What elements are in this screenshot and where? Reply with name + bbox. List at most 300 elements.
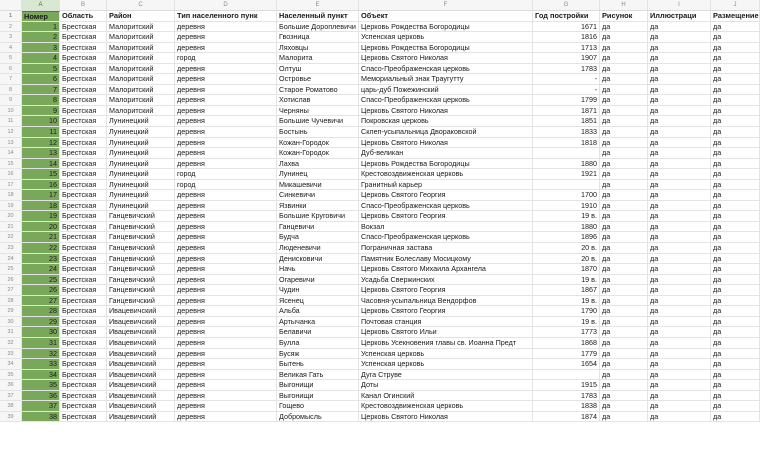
table-cell[interactable]: деревня: [175, 32, 277, 43]
row-number[interactable]: 27: [0, 285, 22, 296]
table-cell[interactable]: да: [711, 32, 760, 43]
table-cell[interactable]: да: [648, 127, 711, 138]
table-cell[interactable]: да: [600, 95, 648, 106]
table-cell[interactable]: да: [600, 380, 648, 391]
row-number[interactable]: 28: [0, 296, 22, 307]
table-cell[interactable]: Брестская: [60, 148, 107, 159]
table-cell[interactable]: Ивацевичский: [107, 359, 175, 370]
table-cell[interactable]: 22: [22, 243, 60, 254]
table-cell[interactable]: Церковь Святого Георгия: [359, 190, 533, 201]
table-cell[interactable]: Брестская: [60, 53, 107, 64]
table-cell[interactable]: Усадьба Свержинских: [359, 275, 533, 286]
table-cell[interactable]: Доты: [359, 380, 533, 391]
select-all-corner[interactable]: [0, 0, 22, 10]
table-cell[interactable]: Вокзал: [359, 222, 533, 233]
table-cell[interactable]: да: [711, 159, 760, 170]
table-cell[interactable]: да: [711, 327, 760, 338]
row-number[interactable]: 26: [0, 275, 22, 286]
table-cell[interactable]: да: [600, 370, 648, 381]
table-cell[interactable]: Гранитный карьер: [359, 180, 533, 191]
table-cell[interactable]: да: [648, 264, 711, 275]
table-cell[interactable]: да: [711, 180, 760, 191]
table-cell[interactable]: Церковь Святого Георгия: [359, 285, 533, 296]
table-cell[interactable]: 18: [22, 201, 60, 212]
table-cell[interactable]: деревня: [175, 243, 277, 254]
table-cell[interactable]: да: [600, 138, 648, 149]
table-cell[interactable]: 6: [22, 74, 60, 85]
table-cell[interactable]: да: [711, 53, 760, 64]
table-cell[interactable]: Брестская: [60, 106, 107, 117]
table-cell[interactable]: Большие Дороплевичи: [277, 22, 359, 33]
table-cell[interactable]: да: [648, 412, 711, 423]
table-cell[interactable]: Ивацевичский: [107, 391, 175, 402]
table-cell[interactable]: Ганцевичский: [107, 254, 175, 265]
table-cell[interactable]: 1867: [533, 285, 600, 296]
table-cell[interactable]: деревня: [175, 327, 277, 338]
table-cell[interactable]: Брестская: [60, 22, 107, 33]
table-cell[interactable]: Малоритский: [107, 74, 175, 85]
table-cell[interactable]: 1799: [533, 95, 600, 106]
table-cell[interactable]: да: [711, 359, 760, 370]
table-cell[interactable]: Люденевичи: [277, 243, 359, 254]
table-cell[interactable]: Ивацевичский: [107, 306, 175, 317]
table-cell[interactable]: деревня: [175, 159, 277, 170]
table-cell[interactable]: Кожан-Городок: [277, 138, 359, 149]
table-cell[interactable]: Крестовоздвиженская церковь: [359, 401, 533, 412]
row-number[interactable]: 16: [0, 169, 22, 180]
table-cell[interactable]: Спасо-Преображенская церковь: [359, 64, 533, 75]
table-cell[interactable]: Лахва: [277, 159, 359, 170]
table-cell[interactable]: [533, 180, 600, 191]
table-cell[interactable]: 35: [22, 380, 60, 391]
table-cell[interactable]: деревня: [175, 254, 277, 265]
table-cell[interactable]: Церковь Святого Михаила Архангела: [359, 264, 533, 275]
table-cell[interactable]: да: [711, 74, 760, 85]
table-cell[interactable]: Брестская: [60, 412, 107, 423]
table-cell[interactable]: деревня: [175, 317, 277, 328]
table-cell[interactable]: 1783: [533, 391, 600, 402]
table-cell[interactable]: Почтовая станция: [359, 317, 533, 328]
table-cell[interactable]: Старое Роматово: [277, 85, 359, 96]
table-cell[interactable]: 28: [22, 306, 60, 317]
table-cell[interactable]: Брестская: [60, 95, 107, 106]
table-cell[interactable]: деревня: [175, 201, 277, 212]
table-cell[interactable]: да: [711, 264, 760, 275]
table-cell[interactable]: Ивацевичский: [107, 370, 175, 381]
table-cell[interactable]: Выгонищи: [277, 380, 359, 391]
table-cell[interactable]: Малоритский: [107, 22, 175, 33]
table-cell[interactable]: Церковь Усекновения главы св. Иоанна Предт: [359, 338, 533, 349]
table-cell[interactable]: да: [711, 380, 760, 391]
table-cell[interactable]: да: [711, 232, 760, 243]
row-number[interactable]: 12: [0, 127, 22, 138]
table-cell[interactable]: Добромысль: [277, 412, 359, 423]
row-number[interactable]: 18: [0, 190, 22, 201]
table-cell[interactable]: деревня: [175, 127, 277, 138]
table-cell[interactable]: Лунинецкий: [107, 201, 175, 212]
table-cell[interactable]: да: [600, 43, 648, 54]
table-cell[interactable]: Будча: [277, 232, 359, 243]
table-cell[interactable]: да: [648, 22, 711, 33]
table-cell[interactable]: 1671: [533, 22, 600, 33]
table-cell[interactable]: 1818: [533, 138, 600, 149]
row-number[interactable]: 20: [0, 211, 22, 222]
row-number[interactable]: 7: [0, 74, 22, 85]
table-cell[interactable]: деревня: [175, 74, 277, 85]
table-cell[interactable]: Успенская церковь: [359, 32, 533, 43]
column-header-c[interactable]: C: [107, 0, 175, 10]
table-cell[interactable]: Лунинецкий: [107, 159, 175, 170]
table-cell[interactable]: Брестская: [60, 327, 107, 338]
table-cell[interactable]: деревня: [175, 370, 277, 381]
table-cell[interactable]: деревня: [175, 391, 277, 402]
table-cell[interactable]: Ганцевичский: [107, 243, 175, 254]
table-cell[interactable]: Брестская: [60, 254, 107, 265]
table-cell[interactable]: Брестская: [60, 401, 107, 412]
table-cell[interactable]: да: [600, 74, 648, 85]
table-cell[interactable]: да: [600, 275, 648, 286]
table-cell[interactable]: деревня: [175, 296, 277, 307]
table-cell[interactable]: Ганцевичский: [107, 296, 175, 307]
row-number[interactable]: 13: [0, 138, 22, 149]
table-cell[interactable]: да: [648, 285, 711, 296]
table-cell[interactable]: Малоритский: [107, 32, 175, 43]
table-cell[interactable]: да: [648, 317, 711, 328]
table-cell[interactable]: Брестская: [60, 359, 107, 370]
table-cell[interactable]: 19 в.: [533, 211, 600, 222]
table-cell[interactable]: Брестская: [60, 296, 107, 307]
table-cell[interactable]: Брестская: [60, 306, 107, 317]
column-header-g[interactable]: G: [533, 0, 600, 10]
table-cell[interactable]: да: [711, 64, 760, 75]
table-cell[interactable]: Успенская церковь: [359, 349, 533, 360]
table-cell[interactable]: Брестская: [60, 349, 107, 360]
table-cell[interactable]: Ивацевичский: [107, 380, 175, 391]
table-cell[interactable]: да: [600, 148, 648, 159]
header-cell[interactable]: Тип населенного пунк: [175, 11, 277, 22]
table-cell[interactable]: да: [711, 391, 760, 402]
table-cell[interactable]: -: [533, 85, 600, 96]
table-cell[interactable]: да: [600, 22, 648, 33]
table-cell[interactable]: деревня: [175, 401, 277, 412]
table-cell[interactable]: Лунинецкий: [107, 148, 175, 159]
table-cell[interactable]: деревня: [175, 380, 277, 391]
table-cell[interactable]: -: [533, 74, 600, 85]
row-number[interactable]: 6: [0, 64, 22, 75]
table-cell[interactable]: да: [648, 232, 711, 243]
table-cell[interactable]: да: [711, 211, 760, 222]
table-cell[interactable]: да: [600, 159, 648, 170]
table-cell[interactable]: 1790: [533, 306, 600, 317]
table-cell[interactable]: Брестская: [60, 138, 107, 149]
table-cell[interactable]: Брестская: [60, 74, 107, 85]
table-cell[interactable]: да: [648, 211, 711, 222]
table-cell[interactable]: да: [648, 138, 711, 149]
table-cell[interactable]: Ясенец: [277, 296, 359, 307]
table-cell[interactable]: Хотислав: [277, 95, 359, 106]
table-cell[interactable]: Малоритский: [107, 95, 175, 106]
table-cell[interactable]: 1907: [533, 53, 600, 64]
header-cell[interactable]: Размещение: [713, 11, 759, 20]
table-cell[interactable]: Гощево: [277, 401, 359, 412]
header-cell[interactable]: Год постройки: [533, 11, 600, 22]
table-cell[interactable]: [533, 370, 600, 381]
table-cell[interactable]: деревня: [175, 222, 277, 233]
table-cell[interactable]: 1880: [533, 159, 600, 170]
table-cell[interactable]: Брестская: [60, 232, 107, 243]
table-cell[interactable]: 31: [22, 338, 60, 349]
table-cell[interactable]: Успенская церковь: [359, 359, 533, 370]
table-cell[interactable]: да: [648, 401, 711, 412]
table-cell[interactable]: Лунинецкий: [107, 190, 175, 201]
table-cell[interactable]: да: [600, 391, 648, 402]
table-cell[interactable]: город: [175, 53, 277, 64]
row-number[interactable]: 1: [0, 11, 22, 22]
row-number[interactable]: 39: [0, 412, 22, 423]
table-cell[interactable]: Денисковичи: [277, 254, 359, 265]
table-cell[interactable]: деревня: [175, 359, 277, 370]
table-cell[interactable]: Покровская церковь: [359, 116, 533, 127]
table-cell[interactable]: да: [711, 148, 760, 159]
table-cell[interactable]: деревня: [175, 116, 277, 127]
table-cell[interactable]: да: [711, 306, 760, 317]
header-cell[interactable]: Область: [60, 11, 107, 22]
table-cell[interactable]: Ляховцы: [277, 43, 359, 54]
table-cell[interactable]: да: [648, 169, 711, 180]
table-cell[interactable]: Брестская: [60, 285, 107, 296]
table-cell[interactable]: Церковь Рождества Богородицы: [359, 22, 533, 33]
table-cell[interactable]: да: [711, 106, 760, 117]
table-cell[interactable]: да: [648, 32, 711, 43]
column-header-j[interactable]: J: [711, 0, 760, 10]
table-cell[interactable]: Церковь Святого Николая: [359, 138, 533, 149]
table-cell[interactable]: 1874: [533, 412, 600, 423]
row-number[interactable]: 33: [0, 349, 22, 360]
table-cell[interactable]: да: [648, 370, 711, 381]
table-cell[interactable]: деревня: [175, 148, 277, 159]
table-cell[interactable]: Крестовоздвиженская церковь: [359, 169, 533, 180]
table-cell[interactable]: Брестская: [60, 85, 107, 96]
table-cell[interactable]: да: [711, 138, 760, 149]
table-cell[interactable]: Брестская: [60, 116, 107, 127]
table-cell[interactable]: деревня: [175, 264, 277, 275]
table-cell[interactable]: Лунинецкий: [107, 180, 175, 191]
table-cell[interactable]: да: [648, 148, 711, 159]
table-cell[interactable]: Брестская: [60, 201, 107, 212]
table-cell[interactable]: Малорита: [277, 53, 359, 64]
table-cell[interactable]: Пограничная застава: [359, 243, 533, 254]
row-number[interactable]: 38: [0, 401, 22, 412]
table-cell[interactable]: Ивацевичский: [107, 349, 175, 360]
table-cell[interactable]: 1773: [533, 327, 600, 338]
table-cell[interactable]: да: [648, 327, 711, 338]
row-number[interactable]: 35: [0, 370, 22, 381]
table-cell[interactable]: 8: [22, 95, 60, 106]
table-cell[interactable]: да: [600, 116, 648, 127]
table-cell[interactable]: деревня: [175, 338, 277, 349]
table-cell[interactable]: да: [600, 169, 648, 180]
table-cell[interactable]: Брестская: [60, 190, 107, 201]
table-cell[interactable]: Церковь Святого Николая: [359, 412, 533, 423]
table-cell[interactable]: деревня: [175, 85, 277, 96]
table-cell[interactable]: деревня: [175, 43, 277, 54]
table-cell[interactable]: царь-дуб Пожежинский: [359, 85, 533, 96]
table-cell[interactable]: Ганцевичский: [107, 211, 175, 222]
table-cell[interactable]: 13: [22, 148, 60, 159]
table-cell[interactable]: деревня: [175, 306, 277, 317]
table-cell[interactable]: 1851: [533, 116, 600, 127]
table-cell[interactable]: Брестская: [60, 380, 107, 391]
table-cell[interactable]: Большие Чучевичи: [277, 116, 359, 127]
table-cell[interactable]: да: [600, 412, 648, 423]
table-cell[interactable]: да: [711, 338, 760, 349]
table-cell[interactable]: деревня: [175, 349, 277, 360]
table-cell[interactable]: Брестская: [60, 370, 107, 381]
table-cell[interactable]: 23: [22, 254, 60, 265]
column-header-e[interactable]: E: [277, 0, 359, 10]
table-cell[interactable]: Малоритский: [107, 43, 175, 54]
row-number[interactable]: 21: [0, 222, 22, 233]
table-cell[interactable]: Спасо-Преображенская церковь: [359, 95, 533, 106]
table-cell[interactable]: 33: [22, 359, 60, 370]
table-cell[interactable]: 1700: [533, 190, 600, 201]
table-cell[interactable]: Выгонищи: [277, 391, 359, 402]
table-cell[interactable]: 32: [22, 349, 60, 360]
table-cell[interactable]: 2: [22, 32, 60, 43]
table-cell[interactable]: Брестская: [60, 211, 107, 222]
row-number[interactable]: 29: [0, 306, 22, 317]
table-cell[interactable]: да: [648, 74, 711, 85]
row-number[interactable]: 36: [0, 380, 22, 391]
table-cell[interactable]: да: [600, 85, 648, 96]
table-cell[interactable]: Ивацевичский: [107, 401, 175, 412]
table-cell[interactable]: 20 в.: [533, 254, 600, 265]
table-cell[interactable]: да: [648, 391, 711, 402]
table-cell[interactable]: 29: [22, 317, 60, 328]
table-cell[interactable]: Лунинецкий: [107, 127, 175, 138]
table-cell[interactable]: 1816: [533, 32, 600, 43]
table-cell[interactable]: Великая Гать: [277, 370, 359, 381]
table-cell[interactable]: Церковь Рождества Богородицы: [359, 43, 533, 54]
table-cell[interactable]: 1779: [533, 349, 600, 360]
table-cell[interactable]: Бостынь: [277, 127, 359, 138]
table-cell[interactable]: деревня: [175, 190, 277, 201]
table-cell[interactable]: Ганцевичи: [277, 222, 359, 233]
table-cell[interactable]: Черняны: [277, 106, 359, 117]
table-cell[interactable]: да: [600, 106, 648, 117]
table-cell[interactable]: 14: [22, 159, 60, 170]
row-number[interactable]: 14: [0, 148, 22, 159]
table-cell[interactable]: да: [648, 43, 711, 54]
table-cell[interactable]: Церковь Рождества Богородицы: [359, 159, 533, 170]
table-cell[interactable]: Брестская: [60, 32, 107, 43]
table-cell[interactable]: 5: [22, 64, 60, 75]
table-cell[interactable]: да: [648, 201, 711, 212]
table-cell[interactable]: Церковь Святого Николая: [359, 53, 533, 64]
table-cell[interactable]: Брестская: [60, 180, 107, 191]
table-cell[interactable]: да: [711, 222, 760, 233]
table-cell[interactable]: Брестская: [60, 391, 107, 402]
table-cell[interactable]: 1896: [533, 232, 600, 243]
table-cell[interactable]: Спасо-Преображенская церковь: [359, 201, 533, 212]
table-cell[interactable]: 1868: [533, 338, 600, 349]
table-cell[interactable]: Большие Круговичи: [277, 211, 359, 222]
table-cell[interactable]: да: [711, 243, 760, 254]
table-cell[interactable]: да: [600, 285, 648, 296]
table-cell[interactable]: деревня: [175, 106, 277, 117]
table-cell[interactable]: 1838: [533, 401, 600, 412]
table-cell[interactable]: да: [600, 32, 648, 43]
table-cell[interactable]: 19 в.: [533, 317, 600, 328]
row-number[interactable]: 11: [0, 116, 22, 127]
table-cell[interactable]: да: [648, 64, 711, 75]
table-cell[interactable]: Язвинки: [277, 201, 359, 212]
table-cell[interactable]: Бусяж: [277, 349, 359, 360]
table-cell[interactable]: 1871: [533, 106, 600, 117]
row-number[interactable]: 4: [0, 43, 22, 54]
table-cell[interactable]: деревня: [175, 275, 277, 286]
table-cell[interactable]: да: [648, 159, 711, 170]
table-cell[interactable]: да: [711, 22, 760, 33]
table-cell[interactable]: 12: [22, 138, 60, 149]
table-cell[interactable]: Дуб-великан: [359, 148, 533, 159]
table-cell[interactable]: 25: [22, 275, 60, 286]
table-cell[interactable]: 15: [22, 169, 60, 180]
table-cell[interactable]: Ганцевичский: [107, 275, 175, 286]
table-cell[interactable]: 3: [22, 43, 60, 54]
table-cell[interactable]: да: [648, 180, 711, 191]
table-cell[interactable]: Гвозница: [277, 32, 359, 43]
table-cell[interactable]: да: [711, 254, 760, 265]
table-cell[interactable]: да: [600, 127, 648, 138]
table-cell[interactable]: Церковь Святого Николая: [359, 106, 533, 117]
table-cell[interactable]: Церковь Святого Георгия: [359, 211, 533, 222]
table-cell[interactable]: 1880: [533, 222, 600, 233]
table-cell[interactable]: деревня: [175, 412, 277, 423]
table-cell[interactable]: Брестская: [60, 317, 107, 328]
table-cell[interactable]: да: [711, 317, 760, 328]
table-cell[interactable]: да: [648, 338, 711, 349]
table-cell[interactable]: да: [648, 243, 711, 254]
table-cell[interactable]: Брестская: [60, 64, 107, 75]
column-header-d[interactable]: D: [175, 0, 277, 10]
table-cell[interactable]: да: [648, 254, 711, 265]
table-cell[interactable]: Мемориальный знак Траугутту: [359, 74, 533, 85]
table-cell[interactable]: Брестская: [60, 338, 107, 349]
table-cell[interactable]: 1654: [533, 359, 600, 370]
table-cell[interactable]: да: [600, 317, 648, 328]
table-cell[interactable]: 1: [22, 22, 60, 33]
row-number[interactable]: 17: [0, 180, 22, 191]
table-cell[interactable]: да: [711, 296, 760, 307]
table-cell[interactable]: да: [711, 401, 760, 412]
table-cell[interactable]: да: [600, 232, 648, 243]
table-cell[interactable]: да: [600, 401, 648, 412]
table-cell[interactable]: Лунинец: [277, 169, 359, 180]
table-cell[interactable]: Малоритский: [107, 53, 175, 64]
column-header-a[interactable]: A: [22, 0, 60, 10]
table-cell[interactable]: да: [711, 275, 760, 286]
table-cell[interactable]: да: [711, 43, 760, 54]
table-cell[interactable]: да: [600, 243, 648, 254]
row-number[interactable]: 31: [0, 327, 22, 338]
table-cell[interactable]: да: [711, 116, 760, 127]
table-cell[interactable]: Малоритский: [107, 106, 175, 117]
table-cell[interactable]: Брестская: [60, 43, 107, 54]
table-cell[interactable]: да: [711, 127, 760, 138]
column-header-b[interactable]: B: [60, 0, 107, 10]
table-cell[interactable]: 20: [22, 222, 60, 233]
